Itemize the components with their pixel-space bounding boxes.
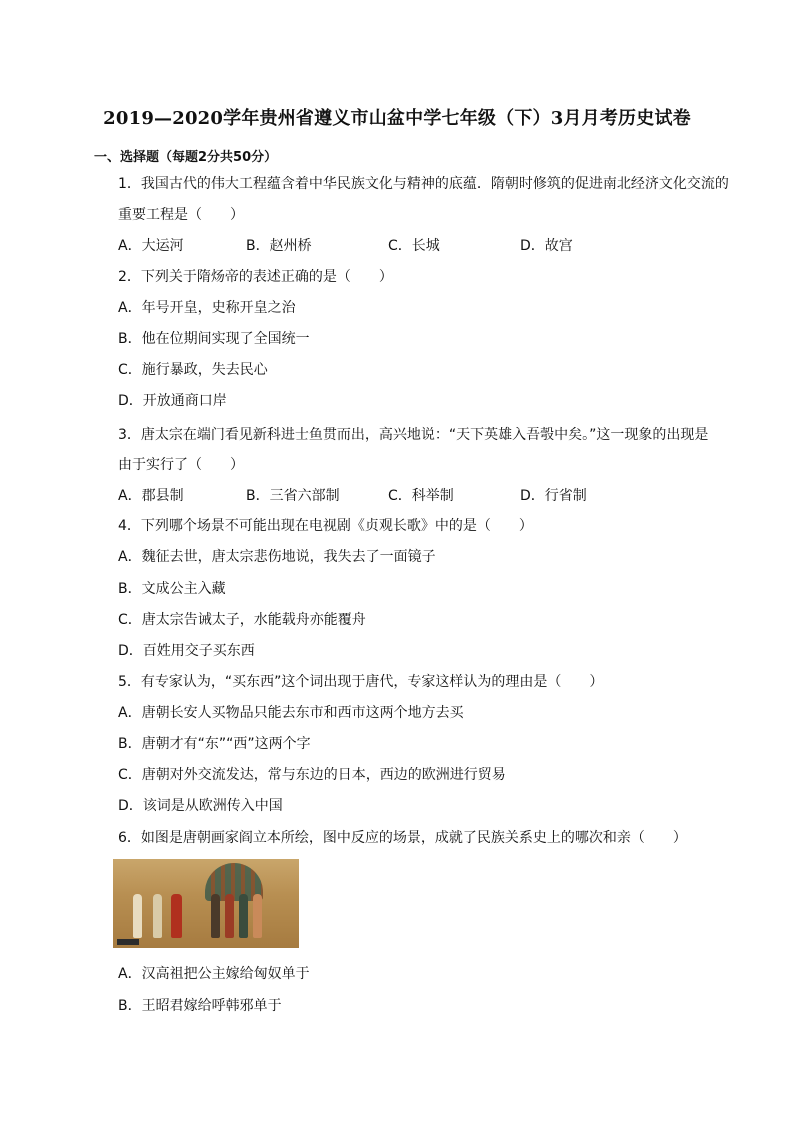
question-4-option-b: B．文成公主入藏 <box>118 581 226 597</box>
question-4-stem: 4．下列哪个场景不可能出现在电视剧《贞观长歌》中的是（ ） <box>118 518 533 534</box>
question-4-option-c: C．唐太宗告诫太子，水能载舟亦能覆舟 <box>118 612 366 628</box>
question-5-option-a: A．唐朝长安人买物品只能去东市和西市这两个地方去买 <box>118 705 464 721</box>
question-5-option-d: D．该词是从欧洲传入中国 <box>118 798 283 814</box>
question-1-option-c: C．长城 <box>388 238 440 254</box>
question-6-option-b: B．王昭君嫁给呼韩邪单于 <box>118 998 282 1014</box>
question-6-stem: 6．如图是唐朝画家阎立本所绘，图中反应的场景，成就了民族关系史上的哪次和亲（ ） <box>118 830 687 846</box>
question-3-option-d: D．行省制 <box>520 488 587 504</box>
figure-person <box>253 894 262 938</box>
question-1-stem-line-2: 重要工程是（ ） <box>118 207 244 223</box>
question-1-option-b: B．赵州桥 <box>246 238 312 254</box>
question-2-option-c: C．施行暴政，失去民心 <box>118 362 268 378</box>
question-4-option-a: A．魏征去世，唐太宗悲伤地说，我失去了一面镜子 <box>118 549 436 565</box>
question-1-option-a: A．大运河 <box>118 238 184 254</box>
figure-person <box>239 894 248 938</box>
figure-person <box>133 894 142 938</box>
question-4-option-d: D．百姓用交子买东西 <box>118 643 255 659</box>
question-5-option-c: C．唐朝对外交流发达，常与东边的日本，西边的欧洲进行贸易 <box>118 767 506 783</box>
question-2-option-b: B．他在位期间实现了全国统一 <box>118 331 310 347</box>
question-2-stem: 2．下列关于隋炀帝的表述正确的是（ ） <box>118 269 393 285</box>
question-1-stem-line-1: 1．我国古代的伟大工程蕴含着中华民族文化与精神的底蕴．隋朝时修筑的促进南北经济文化交流的 <box>118 176 729 192</box>
question-2-option-d: D．开放通商口岸 <box>118 393 227 409</box>
question-3-option-b: B．三省六部制 <box>246 488 340 504</box>
watermark-mark <box>117 939 139 945</box>
figure-person <box>225 894 234 938</box>
figure-person <box>153 894 162 938</box>
question-2-option-a: A．年号开皇，史称开皇之治 <box>118 300 296 316</box>
question-6-option-a: A．汉高祖把公主嫁给匈奴单于 <box>118 966 310 982</box>
question-3-option-c: C．科举制 <box>388 488 454 504</box>
page-title: 2019—2020学年贵州省遵义市山盆中学七年级（下）3月月考历史试卷 <box>103 108 691 129</box>
painting-image <box>113 859 299 948</box>
question-3-stem-line-1: 3．唐太宗在端门看见新科进士鱼贯而出，高兴地说：“天下英雄入吾彀中矣。”这一现象的出现是 <box>118 427 709 443</box>
figure-person <box>171 894 182 938</box>
question-5-stem: 5．有专家认为，“买东西”这个词出现于唐代，专家这样认为的理由是（ ） <box>118 674 604 690</box>
question-3-stem-line-2: 由于实行了（ ） <box>118 457 244 473</box>
question-1-option-d: D．故宫 <box>520 238 573 254</box>
question-3-option-a: A．郡县制 <box>118 488 184 504</box>
figure-person <box>211 894 220 938</box>
question-5-option-b: B．唐朝才有“东”“西”这两个字 <box>118 736 311 752</box>
section-heading: 一、选择题（每题2分共50分） <box>94 150 278 165</box>
